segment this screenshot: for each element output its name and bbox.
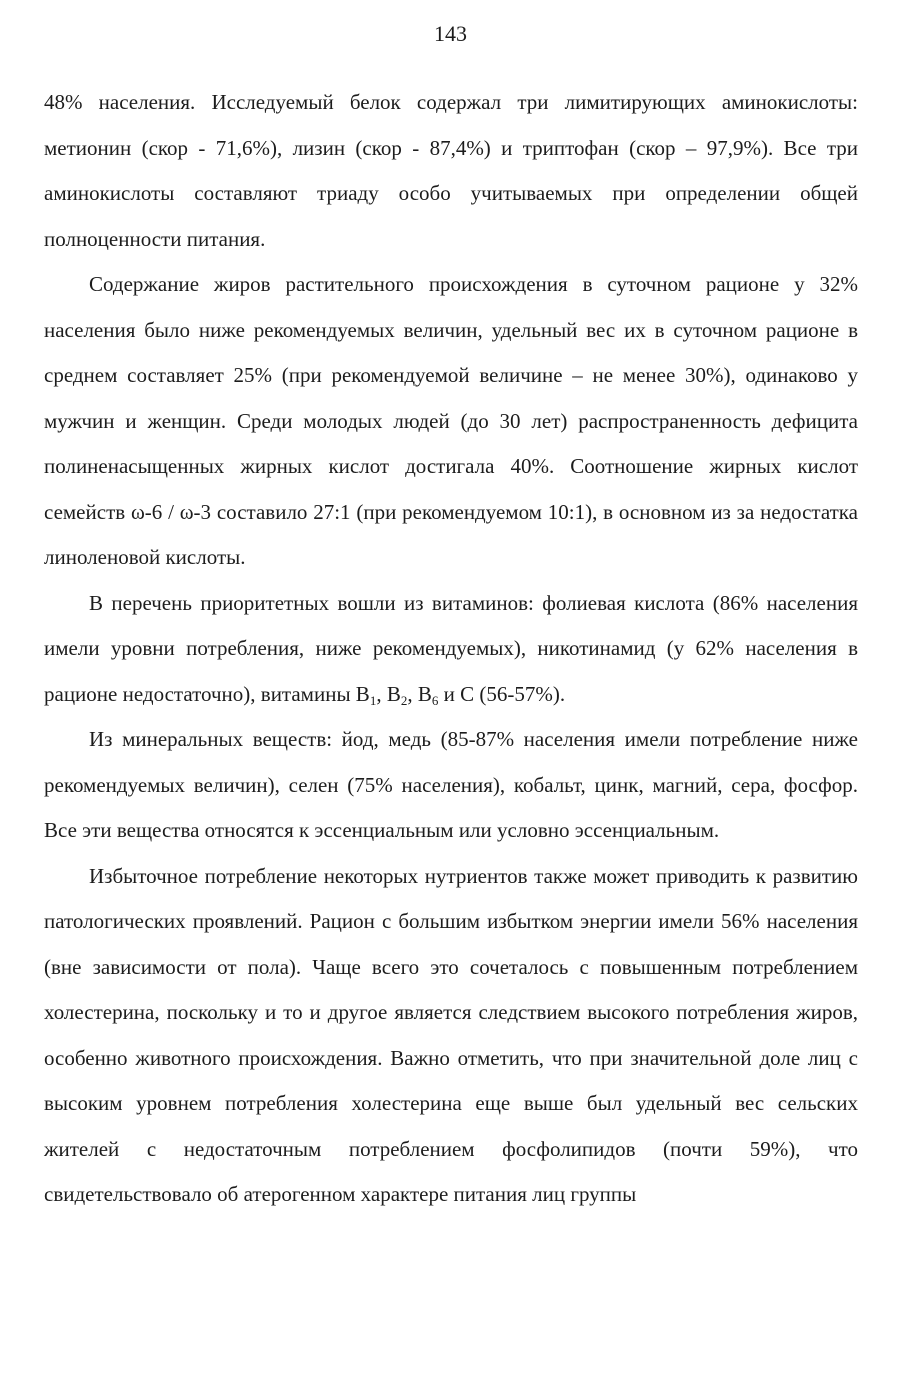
paragraph-2: Содержание жиров растительного происхождения в суточном рационе у 32% населения было ниже рекомендуемых величин, удельный вес их в суточном рационе в среднем составляет 25% (при рекомендуемой величине – не менее 30%), одинаково у мужчин и женщин. Среди молодых людей (до 30 лет) распространенность дефицита полиненасыщенных жирных кислот достигала 40%. Соотношение жирных кислот семейств ω-6 / ω-3 составило 27:1 (при рекомендуемом 10:1), в основном из за недостатка линоленовой кислоты. [44,272,858,569]
paragraph-3-tail: и C (56-57%). [438,681,566,706]
paragraph-5: Избыточное потребление некоторых нутриентов также может приводить к развитию патологических проявлений. Рацион с большим избытком энергии имели 56% населения (вне зависимости от пола). Чаще всего это сочеталось с повышенным потреблением холестерина, поскольку и то и другое является следствием высокого потребления жиров, особенно животного происхождения. Важно отметить, что при значительной доле лиц с высоким уровнем потребления холестерина еще выше был удельный вес сельских жителей с недостаточным потреблением фосфолипидов (почти 59%), что свидетельствовало об атерогенном характере питания лиц группы [44,863,858,1206]
paragraph-3-sep-1: , B [376,681,401,706]
paragraph-1: 48% населения. Исследуемый белок содержал три лимитирующих аминокислоты: метионин (скор - 71,6%), лизин (скор - 87,4%) и триптофан (скор – 97,9%). Все три аминокислоты составляют триаду особо учитываемых при определении общей полноценности питания. [44,90,858,251]
body-text [44,80,858,1218]
paragraph-3-sep-2: , B [407,681,432,706]
subscript-6: 6 [431,692,439,708]
paragraph-3 [44,581,858,718]
paragraph-3-text: В перечень приоритетных вошли из витаминов: фолиевая кислота (86% населения имели уровни потребления, ниже рекомендуемых), никотинамид (у 62% населения в рационе недостаточно), витамины B [44,590,858,706]
subscript-2: 2 [400,692,408,708]
subscript-1: 1 [369,692,377,708]
paragraph-4: Из минеральных веществ: йод, медь (85-87% населения имели потребление ниже рекомендуемых величин), селен (75% населения), кобальт, цинк, магний, сера, фосфор. Все эти вещества относятся к эссенциальным или условно эссенциальным. [44,727,858,842]
page-number: 143 [434,21,467,46]
